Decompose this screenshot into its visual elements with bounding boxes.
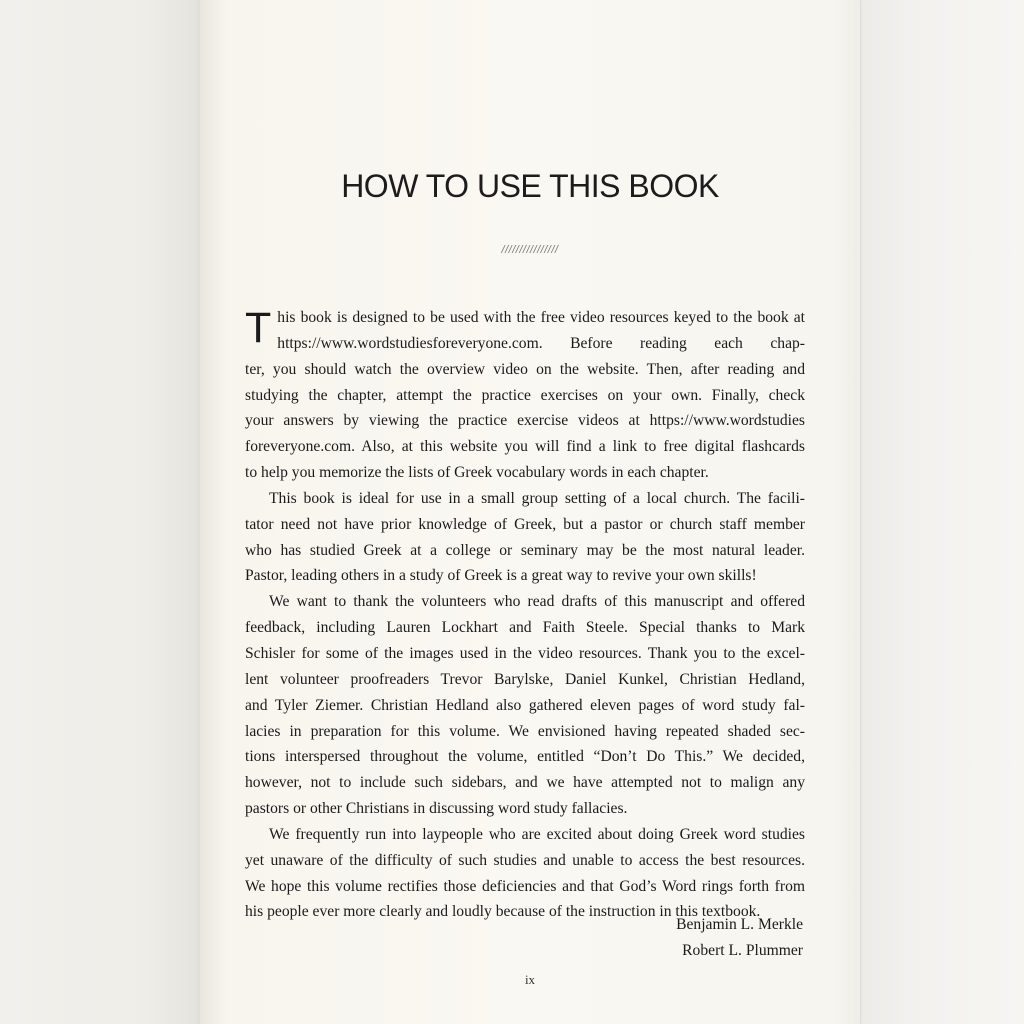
text-line: tator need not have prior knowledge of Greek, but a pastor or church staff member <box>245 515 805 533</box>
paragraph-4-cont <box>245 874 805 900</box>
paragraph-2 <box>245 486 805 512</box>
text-line: lent volunteer proofreaders Trevor Barylske, Daniel Kunkel, Christian Hedland, <box>245 670 805 688</box>
book-page <box>200 0 860 1024</box>
text-line: your answers by viewing the practice exercise videos at https://www.wordstudies <box>245 412 805 430</box>
text-line: to help you memorize the lists of Greek vocabulary words in each chapter. <box>245 464 709 482</box>
body-text <box>245 305 805 925</box>
text-line: who has studied Greek at a college or seminary may be the most natural leader. <box>245 541 805 559</box>
paragraph-1 <box>245 305 805 357</box>
paragraph-1-cont <box>245 357 805 383</box>
paragraph-3-cont <box>245 719 805 745</box>
text-line: Pastor, leading others in a study of Greek is a great way to revive your own skills! <box>245 567 757 585</box>
paragraph-1-cont <box>245 434 805 460</box>
paragraph-2-cont <box>245 538 805 564</box>
paragraph-4 <box>245 822 805 848</box>
left-page-edge <box>0 0 210 1024</box>
paragraph-3-cont <box>245 667 805 693</box>
paragraph-3-cont <box>245 796 805 822</box>
text-line: ter, you should watch the overview video on the website. Then, after reading and <box>245 360 805 378</box>
text-line: however, not to include such sidebars, and we have attempted not to malign any <box>245 774 805 792</box>
text-line: lacies in preparation for this volume. We envisioned having repeated shaded sec- <box>245 722 805 740</box>
paragraph-3-cont <box>245 744 805 770</box>
paragraph-4-cont <box>245 848 805 874</box>
paragraph-3-cont <box>245 770 805 796</box>
text-line: studying the chapter, attempt the practice exercises on your own. Finally, check <box>245 386 805 404</box>
paragraph-1-cont <box>245 408 805 434</box>
text-line: yet unaware of the difficulty of such studies and unable to access the best resources. <box>245 851 805 869</box>
paragraph-1-cont <box>245 460 805 486</box>
paragraph-2-cont <box>245 512 805 538</box>
text-line: feedback, including Lauren Lockhart and Faith Steele. Special thanks to Mark <box>245 619 805 637</box>
text-line: We want to thank the volunteers who read drafts of this manuscript and offered <box>269 593 805 611</box>
text-line: book at https://www.wordstudiesforeveryone.com. Before reading each chap- <box>277 309 805 352</box>
paragraph-3-cont <box>245 693 805 719</box>
text-line: pastors or other Christians in discussing word study fallacies. <box>245 800 628 818</box>
author-name: Benjamin L. Merkle <box>676 916 803 933</box>
text-line: This book is ideal for use in a small group setting of a local church. The facili- <box>269 489 805 507</box>
title-divider: //////////////// <box>501 244 559 256</box>
text-line: and Tyler Ziemer. Christian Hedland also gathered eleven pages of word study fal- <box>245 696 805 714</box>
page-title: HOW TO USE THIS BOOK <box>341 168 719 204</box>
paragraph-3 <box>245 589 805 615</box>
author-name: Robert L. Plummer <box>682 941 803 959</box>
text-line: We frequently run into laypeople who are excited about doing Greek word studies <box>269 825 805 843</box>
text-line: his people ever more clearly and loudly because of the instruction in this textbook. <box>245 903 761 921</box>
background-surface <box>858 0 1024 1024</box>
paragraph-2-cont <box>245 563 805 589</box>
text-line: his book is designed to be used with the free video resources keyed to the <box>277 309 753 326</box>
text-line: We hope this volume rectifies those deficiencies and that God’s Word rings forth from <box>245 877 805 895</box>
paragraph-1-cont <box>245 383 805 409</box>
page-number: ix <box>524 972 536 987</box>
paragraph-3-cont <box>245 641 805 667</box>
signature-block <box>676 912 803 963</box>
text-line: Schisler for some of the images used in the video resources. Thank you to the excel- <box>245 644 805 662</box>
text-line: foreveryone.com. Also, at this website you will find a link to free digital flashcards <box>245 438 805 456</box>
text-line: tions interspersed throughout the volume, entitled “Don’t Do This.” We decided, <box>245 748 805 766</box>
drop-cap: T <box>245 304 272 352</box>
paragraph-3-cont <box>245 615 805 641</box>
